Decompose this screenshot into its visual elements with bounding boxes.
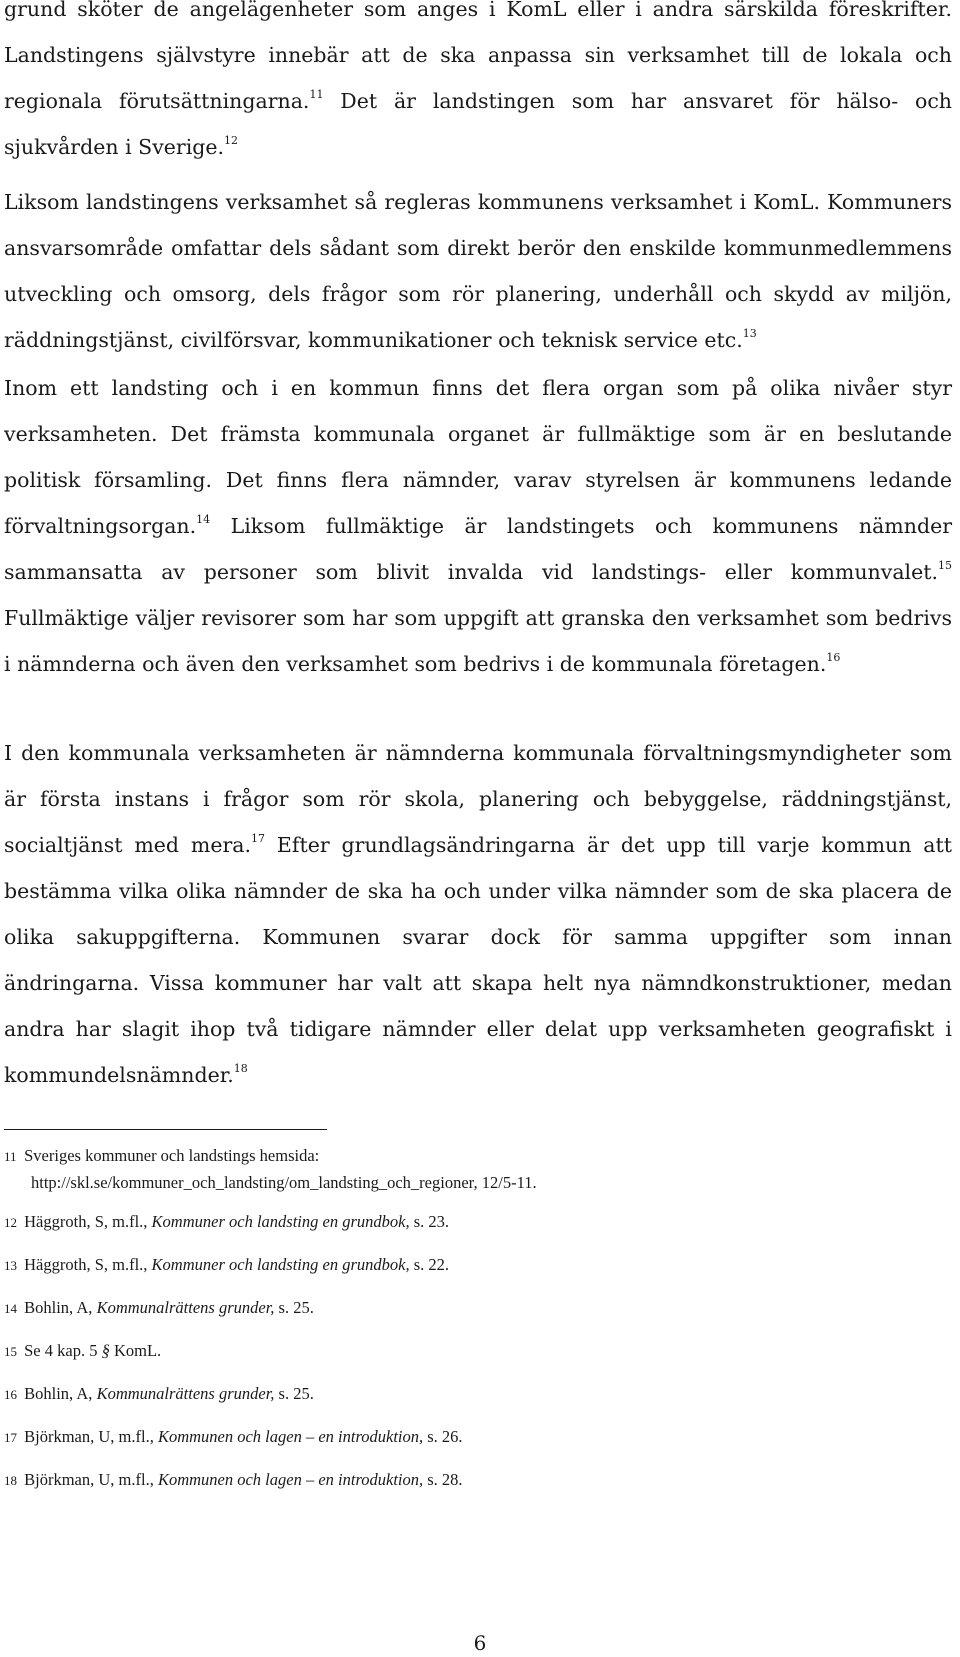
footnote-title: Kommunalrättens grunder, — [96, 1298, 275, 1317]
footnote-ref[interactable]: 13 — [742, 327, 757, 340]
footnote-ref[interactable]: 11 — [309, 88, 324, 101]
footnote-title: Kommuner och landsting en grundbok, — [151, 1255, 410, 1274]
paragraph-3 — [4, 365, 952, 687]
paragraph-text: Efter grundlagsändringarna är det upp till varje kommun att bestämma vilka olika nämnder de ska ha och under vilka nämnder som de ska placera de olika sakuppgifterna. Kommunen svarar dock för samma uppgifter som innan ändringarna. Vissa kommuner har valt att skapa helt nya nämndkonstruktioner, medan andra har slagit ihop två tidigare nämnder eller delat upp verksamheten geografiskt i kommundelsnämnder. — [4, 833, 953, 1087]
footnote-author: Björkman, U, m.fl., — [24, 1427, 158, 1446]
footnote-ref[interactable]: 15 — [938, 559, 952, 572]
footnote-page: s. 22. — [409, 1255, 449, 1274]
paragraph-text: Liksom fullmäktige är landstingets och kommunens nämnder sammansatta av personer som blivit invalda vid landstings- eller kommunvalet. — [4, 514, 952, 584]
footnote-number: 15 — [4, 1344, 17, 1359]
footnote-page: s. 25. — [274, 1298, 314, 1317]
footnote-author: Bohlin, A, — [24, 1384, 97, 1403]
footnote-14 — [4, 1295, 314, 1322]
footnote-17 — [4, 1424, 463, 1451]
paragraph-2 — [4, 179, 952, 363]
footnote-author: Häggroth, S, m.fl., — [24, 1212, 152, 1231]
footnote-13 — [4, 1252, 449, 1279]
footnote-ref[interactable]: 18 — [233, 1062, 248, 1075]
footnote-separator — [4, 1129, 327, 1130]
footnote-number: 13 — [4, 1258, 17, 1273]
footnote-page: s. 26. — [423, 1427, 463, 1446]
footnote-author: Björkman, U, m.fl., — [24, 1470, 158, 1489]
paragraph-text: Liksom landstingens verksamhet så regleras kommunens verksamhet i KomL. Kommuners ansvarsområde omfattar dels sådant som direkt berör den enskilde kommunmedlemmens utveckling och omsorg, dels frågor som rör planering, underhåll och skydd av miljön, räddningstjänst, civilförsvar, kommunikationer och teknisk service etc. — [4, 190, 952, 352]
paragraph-text: Det är landstingen som har ansvaret för hälso- och sjukvården i Sverige. — [4, 89, 952, 159]
paragraph-text: Fullmäktige väljer revisorer som har som uppgift att granska den verksamhet som bedrivs i nämnderna och även den verksamhet som bedrivs i de kommunala företagen. — [4, 606, 952, 676]
footnote-author: Häggroth, S, m.fl., — [24, 1255, 152, 1274]
footnote-11 — [4, 1143, 537, 1196]
footnote-18 — [4, 1467, 463, 1494]
footnote-title: § — [101, 1341, 110, 1360]
footnote-ref[interactable]: 17 — [251, 832, 266, 845]
footnote-number: 11 — [4, 1149, 17, 1164]
footnote-author: Bohlin, A, — [24, 1298, 97, 1317]
paragraph-text: grund sköter de angelägenheter som anges i KomL eller i andra särskilda föreskrifter. Landstingens självstyre innebär att de ska anpassa sin verksamhet till de lokala och regionala förutsättningarna. — [4, 0, 952, 113]
footnote-title: Kommunen och lagen – en introduktion, — [157, 1470, 424, 1489]
footnote-number: 12 — [4, 1215, 17, 1230]
footnote-ref[interactable]: 16 — [826, 651, 841, 664]
footnote-16 — [4, 1381, 314, 1408]
footnote-text: Sveriges kommuner och landstings hemsida: — [24, 1146, 320, 1165]
footnote-number: 17 — [4, 1430, 17, 1445]
footnote-ref[interactable]: 12 — [224, 134, 239, 147]
page-number: 6 — [473, 1631, 487, 1655]
paragraph-text: I den kommunala verksamheten är nämnderna kommunala förvaltningsmyndigheter som är första instans i frågor som rör skola, planering och bebyggelse, räddningstjänst, socialtjänst med mera. — [4, 741, 952, 857]
footnote-page: s. 28. — [423, 1470, 463, 1489]
paragraph-text: Inom ett landsting och i en kommun finns det flera organ som på olika nivåer styr verksamheten. Det främsta kommunala organet är fullmäktige som är en beslutande politisk församling. Det finns flera nämnder, varav styrelsen är kommunens ledande förvaltningsorgan. — [4, 376, 952, 538]
footnote-url[interactable]: http://skl.se/kommuner_och_landsting/om_landsting_och_regioner, 12/5-11. — [31, 1173, 537, 1192]
footnote-15 — [4, 1338, 161, 1365]
footnote-page: s. 25. — [274, 1384, 314, 1403]
footnote-page: s. 23. — [409, 1212, 449, 1231]
footnote-title: Kommunalrättens grunder, — [96, 1384, 275, 1403]
paragraph-1 — [4, 0, 952, 170]
footnote-title: Kommunen och lagen – en introduktion, — [157, 1427, 424, 1446]
footnote-number: 14 — [4, 1301, 17, 1316]
footnote-number: 16 — [4, 1387, 17, 1402]
footnote-12 — [4, 1209, 449, 1236]
footnote-author: Se 4 kap. 5 — [24, 1341, 102, 1360]
paragraph-4 — [4, 730, 952, 1098]
footnote-ref[interactable]: 14 — [196, 513, 211, 526]
footnote-number: 18 — [4, 1473, 17, 1488]
footnote-page: KomL. — [109, 1341, 162, 1360]
footnote-title: Kommuner och landsting en grundbok, — [151, 1212, 410, 1231]
